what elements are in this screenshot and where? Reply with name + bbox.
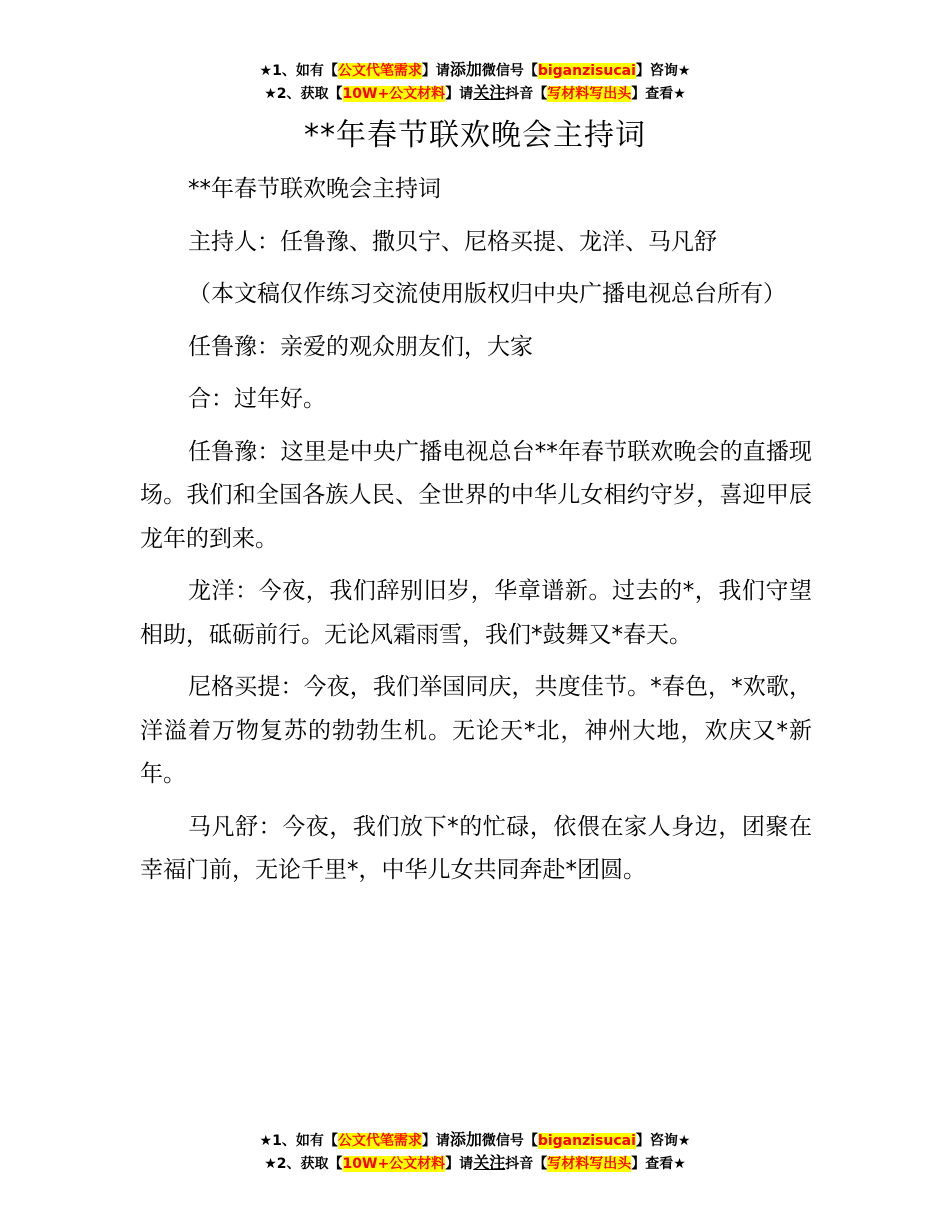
banner-line-1 xyxy=(0,1129,950,1152)
banner-text: 抖音【 xyxy=(505,86,548,102)
banner-highlight: biganzisucai xyxy=(537,63,636,79)
paragraph: 尼格买提：今夜，我们举国同庆，共度佳节。*春色，*欢歌，洋溢着万物复苏的勃勃生机。无论天*北，神州大地，欢庆又*新年。 xyxy=(140,674,812,787)
banner-text: 】咨询★ xyxy=(635,63,691,79)
banner-text: 抖音【 xyxy=(505,1156,548,1172)
banner-highlight: 公文代笔需求 xyxy=(337,1133,422,1149)
banner-emphasis: 关注 xyxy=(473,83,506,102)
banner-text: 】咨询★ xyxy=(635,1133,691,1149)
banner-text: 】请 xyxy=(421,1133,450,1149)
banner-highlight: biganzisucai xyxy=(537,1133,636,1149)
banner-highlight: 写材料写出头 xyxy=(547,86,632,102)
banner-text: 】请 xyxy=(445,86,474,102)
document-body xyxy=(140,168,812,902)
banner-highlight: 公文代笔需求 xyxy=(337,63,422,79)
paragraph: 合：过年好。 xyxy=(188,386,326,412)
paragraph: 龙洋：今夜，我们辞别旧岁，华章谱新。过去的*，我们守望相助，砥砺前行。无论风霜雨雪，我们*鼓舞又*春天。 xyxy=(140,578,812,648)
header-banner xyxy=(0,59,950,105)
banner-highlight: 10W+公文材料 xyxy=(342,86,446,102)
paragraph: 马凡舒：今夜，我们放下*的忙碌，依偎在家人身边，团聚在幸福门前，无论千里*，中华儿女共同奔赴*团圆。 xyxy=(140,813,812,883)
paragraph: 任鲁豫：亲爱的观众朋友们，大家 xyxy=(188,333,533,360)
banner-text: ★2、获取【 xyxy=(264,86,343,102)
banner-emphasis: 关注 xyxy=(473,1153,506,1172)
banner-text: 】请 xyxy=(421,63,450,79)
banner-highlight: 写材料写出头 xyxy=(547,1156,632,1172)
banner-emphasis: 添加 xyxy=(449,60,482,79)
banner-emphasis: 添加 xyxy=(449,1130,482,1149)
document-title: **年春节联欢晚会主持词 xyxy=(304,118,646,153)
banner-line-2 xyxy=(0,1152,950,1175)
banner-text: 微信号【 xyxy=(481,1133,538,1149)
banner-text: ★1、如有【 xyxy=(259,63,338,79)
paragraph: **年春节联欢晚会主持词 xyxy=(188,176,441,202)
banner-text: 】查看★ xyxy=(631,1156,686,1172)
paragraph: 任鲁豫：这里是中央广播电视总台**年春节联欢晚会的直播现场。我们和全国各族人民、全世界的中华儿女相约守岁，喜迎甲辰龙年的到来。 xyxy=(140,438,812,552)
banner-text: ★1、如有【 xyxy=(259,1133,338,1149)
banner-text: 】请 xyxy=(445,1156,474,1172)
paragraph: 主持人：任鲁豫、撒贝宁、尼格买提、龙洋、马凡舒 xyxy=(188,228,717,255)
banner-highlight: 10W+公文材料 xyxy=(342,1156,446,1172)
footer-banner xyxy=(0,1129,950,1175)
banner-line-2 xyxy=(0,82,950,105)
banner-text: ★2、获取【 xyxy=(264,1156,343,1172)
banner-text: 】查看★ xyxy=(631,86,686,102)
banner-text: 微信号【 xyxy=(481,63,538,79)
banner-line-1 xyxy=(0,59,950,82)
paragraph: （本文稿仅作练习交流使用版权归中央广播电视总台所有） xyxy=(188,281,786,307)
